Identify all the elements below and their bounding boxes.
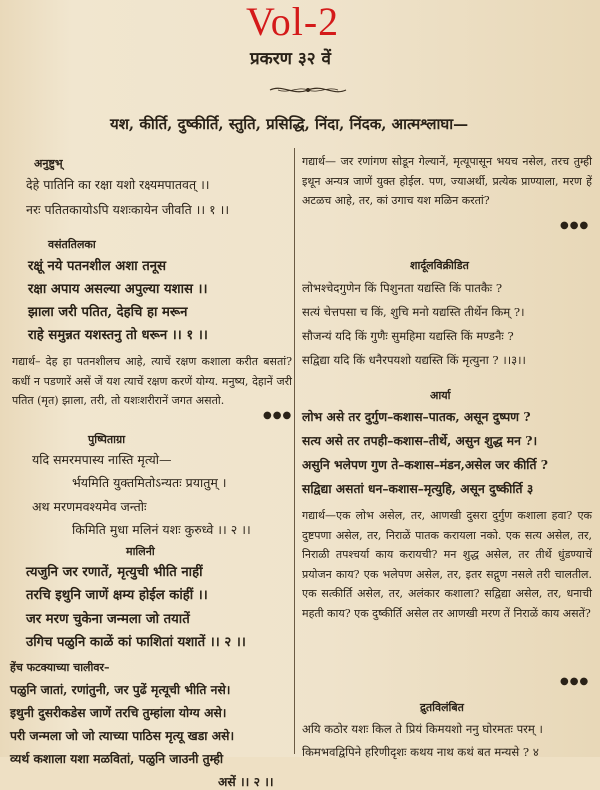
- verse-line: अयि कठोर यशः किल ते प्रियं किमयशो ननु घोरमतः परम् ।: [302, 722, 543, 736]
- chapter-heading: प्रकरण ३२ वें: [250, 49, 331, 69]
- verse-line: लोभ असे तर दुर्गुण–कशास–पातक, असून दुष्पण ?: [302, 409, 531, 424]
- verse-meter-title: द्रुतविलंबित: [420, 701, 464, 714]
- verse-line: सौजन्यं यदि किं गुणैः सुमहिमा यद्यस्ति किं मण्डनैः ?: [302, 329, 514, 343]
- verse-meter-title: आर्या: [430, 389, 451, 402]
- verse-line: रक्षा अपाय असल्या अपुल्या यशास ।।: [28, 282, 208, 297]
- flourish-ornament: [268, 82, 348, 98]
- verse-line: किमिति मुधा मलिनं यशः कुरुध्वे ।। २ ।।: [72, 522, 251, 537]
- prose-meaning: गद्यार्थ—एक लोभ असेल, तर, आणखी दुसरा दुर्गुण कशाला हवा? एक दुष्टपणा असेल, तर, निराळें पातक करायला नको. एक सत्य असेल, तर, निराळी तपश्चर्या काय करायची? मन शुद्ध असेल, तर तीर्थे धुंडण्याचें प्रयोजन काय? एक भलेपण असेल, तर, इतर सद्गुण नसले तरी चालतील. एक सत्कीर्ति असेल, तर, अलंकार कशाला? सद्विद्या असेल, तर, धनाची महती काय? एक दुष्कीर्ति असेल तर आणखी मरण तें निराळें काय असतें?: [302, 509, 592, 620]
- verse-line: यदि समरमपास्य नास्ति मृत्यो—: [32, 452, 172, 467]
- volume-label: Vol-2: [246, 0, 340, 44]
- verse-line: सत्य असे तर तपही–कशास–तीर्थे, असुन शुद्ध मन ?।: [302, 433, 538, 448]
- verse-meter-title: अनुष्टुभ्: [34, 157, 63, 170]
- verse-line: राहे समुन्नत यशस्तनु तो धरून ।। १ ।।: [28, 328, 208, 343]
- verse-line: परी जन्मला जो जो त्याच्या पाठिस मृत्यू खडा असे।: [10, 728, 235, 743]
- verse-line: त्यजुनि जर रणातें, मृत्युची भीति नाहीं: [26, 565, 203, 580]
- verse-line: उगिच पळुनि काळें कां फाशितां यशातें ।। २ ।।: [26, 635, 246, 650]
- prose-meaning: गद्यार्थ– देह हा पतनशीलच आहे, त्याचें रक्षण कशाला करीत बसतां? कधीं न पडणारें असें जें यश त्याचें रक्षण करणें योग्य. मनुष्य, देहानें जरी पतित (मृत) झाला, तरी, तो यशःशरीरानें जगत असतो.: [12, 355, 292, 407]
- verse-line: नरः पतितकायोऽपि यशःकायेन जीवति ।। १ ।।: [26, 202, 230, 217]
- topic-headline: यश, कीर्ति, दुष्कीर्ति, स्तुति, प्रसिद्धि, निंदा, निंदक, आत्मश्लाघा—: [110, 115, 469, 133]
- verse-line: रक्षूं नये पतनशील अशा तनूस: [28, 259, 167, 274]
- verse-line: जर मरण चुकेना जन्मला जो तयातें: [26, 612, 190, 627]
- verse-line: अथ मरणमवश्यमेव जन्तोः: [32, 499, 147, 514]
- verse-line: असें ।। २ ।।: [218, 774, 274, 789]
- end-mark: ●●●: [560, 220, 590, 231]
- verse-line: झाला जरी पतित, देहचि हा मरून: [28, 305, 188, 320]
- verse-line: व्यर्थ कशाला यशा मळवितां, पळुनि जाउनी तुम्ही: [10, 751, 224, 766]
- verse-meter-title: मालिनी: [126, 545, 155, 558]
- verse-meter-title: शार्दूलविक्रीडित: [410, 259, 469, 272]
- verse-line: पळुनि जातां, रणांतुनी, जर पुढें मृत्यूची भीति नसे।: [10, 682, 231, 697]
- verse-line: सत्यं चेत्तपसा च किं, शुचि मनो यद्यस्ति तीर्थेन किम् ?।: [302, 305, 525, 319]
- verse-meter-title: पुष्पिताग्रा: [88, 433, 126, 446]
- verse-meter-title: हेंच फटक्याच्या चालीवर–: [10, 661, 110, 674]
- verse-line: किमभवद्विपिने हरिणीदृशः कथय नाथ कथं बत मन्यसे ? ४: [302, 745, 539, 759]
- verse-line: इथुनी दुसरीकडेस जाणें तरचि तुम्हांला योग्य असे।: [10, 705, 227, 720]
- verse-line: देहे पातिनि का रक्षा यशो रक्ष्यमपातवत् ।।: [26, 177, 210, 192]
- end-mark: ●●●: [263, 410, 293, 421]
- prose-meaning: गद्यार्थ— जर रणांगण सोडून गेल्यानें, मृत्यूपासून भयच नसेल, तरच तुम्ही इथून अन्यत्र जाणें युक्त होईल. पण, ज्याअर्थी, प्रत्येक प्राण्याला, मरण हें अटळच आहे, तर, कां उगाच यश मळिन करतां?: [302, 155, 592, 207]
- end-mark: ●●●: [560, 676, 590, 687]
- verse-meter-title: वसंततिलका: [48, 238, 96, 251]
- verse-line: असुनि भलेपण गुण ते–कशास–मंडन,असेल जर कीर्ति ?: [302, 457, 548, 472]
- verse-line: लोभश्चेदगुणेन किं पिशुनता यद्यस्ति किं पातकैः ?: [302, 281, 503, 295]
- verse-line: र्भयमिति युक्तमितोऽन्यतः प्रयातुम् ।: [72, 475, 227, 490]
- verse-line: सद्विद्या असतां धन–कशास–मृत्युहि, असून दुष्कीर्ति ३: [302, 481, 534, 496]
- verse-line: सद्विद्या यदि किं धनैरपयशो यद्यस्ति किं मृत्युना ? ।।३।।: [302, 353, 526, 367]
- verse-line: तरचि इथुनि जाणें क्षम्य होईल कांहीं ।।: [26, 588, 208, 603]
- column-divider: [294, 148, 295, 754]
